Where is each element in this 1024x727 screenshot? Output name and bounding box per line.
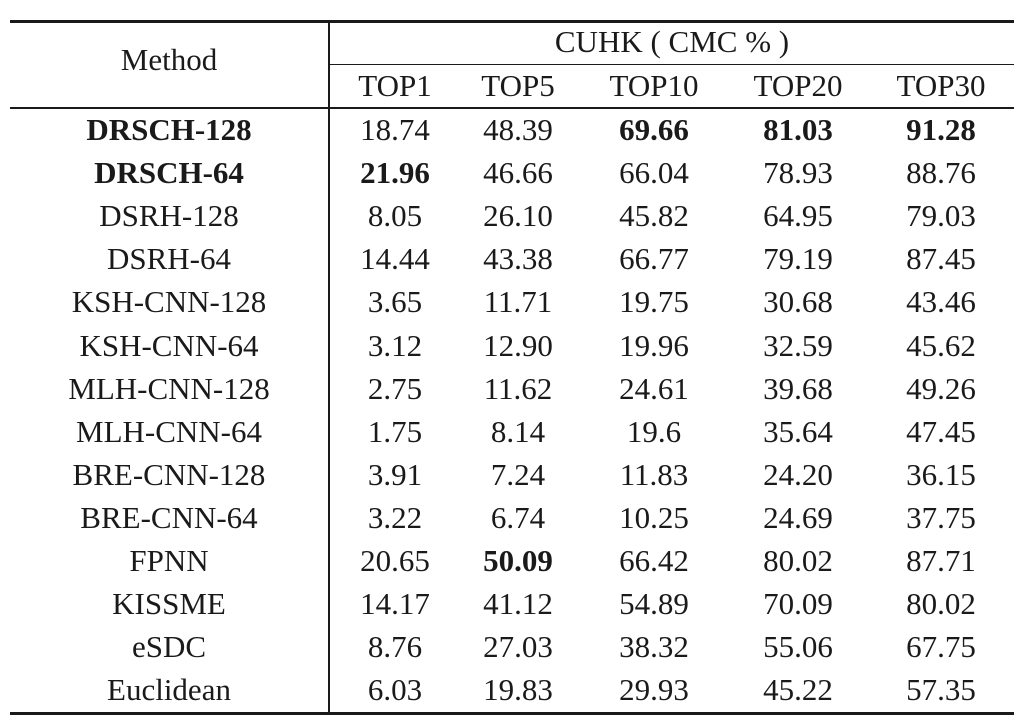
method-cell: BRE-CNN-64 xyxy=(80,499,258,535)
value-cell: 64.95 xyxy=(763,198,833,234)
value-cell: 29.93 xyxy=(619,672,689,708)
value-cell: 49.26 xyxy=(906,370,976,406)
value-cell: 50.09 xyxy=(483,543,553,578)
group-header-underline xyxy=(330,64,1014,65)
table-row xyxy=(0,151,1024,194)
table-bottom-rule xyxy=(10,712,1014,715)
method-cell: eSDC xyxy=(131,629,207,665)
value-cell: 79.19 xyxy=(763,241,833,277)
table-row xyxy=(0,237,1024,280)
value-cell: 6.74 xyxy=(490,499,546,535)
value-cell: 19.96 xyxy=(619,327,689,363)
table-row xyxy=(0,453,1024,496)
table-row xyxy=(0,367,1024,410)
value-cell: 69.66 xyxy=(619,112,689,147)
value-cell: 46.66 xyxy=(483,155,553,191)
value-cell: 11.83 xyxy=(619,456,689,492)
value-cell: 66.04 xyxy=(619,155,689,191)
column-header-top20: TOP20 xyxy=(753,68,843,103)
value-cell: 18.74 xyxy=(360,112,430,147)
value-cell: 38.32 xyxy=(619,629,689,665)
table-row xyxy=(0,668,1024,711)
value-cell: 36.15 xyxy=(906,456,976,492)
value-cell: 2.75 xyxy=(367,370,423,406)
value-cell: 88.76 xyxy=(906,155,976,191)
method-cell: MLH-CNN-64 xyxy=(76,413,262,449)
value-cell: 26.10 xyxy=(483,198,553,234)
value-cell: 78.93 xyxy=(763,155,833,191)
table-row xyxy=(0,582,1024,625)
value-cell: 45.62 xyxy=(906,327,976,363)
value-cell: 66.77 xyxy=(619,241,689,277)
method-cell: KISSME xyxy=(112,586,226,622)
table-row xyxy=(0,280,1024,323)
method-cell: KSH-CNN-128 xyxy=(71,284,267,320)
value-cell: 14.44 xyxy=(360,241,430,277)
column-header-top1: TOP1 xyxy=(358,68,432,103)
value-cell: 66.42 xyxy=(619,543,689,578)
value-cell: 70.09 xyxy=(763,586,833,622)
table-row xyxy=(0,108,1024,151)
method-cell: MLH-CNN-128 xyxy=(68,370,270,406)
value-cell: 30.68 xyxy=(763,284,833,320)
value-cell: 39.68 xyxy=(763,370,833,406)
value-cell: 48.39 xyxy=(483,112,553,147)
value-cell: 20.65 xyxy=(360,543,430,578)
table-row xyxy=(0,410,1024,453)
value-cell: 24.69 xyxy=(763,499,833,535)
value-cell: 41.12 xyxy=(483,586,553,622)
value-cell: 91.28 xyxy=(906,112,976,147)
method-cell: DSRH-128 xyxy=(99,198,239,234)
value-cell: 19.6 xyxy=(626,413,682,449)
value-cell: 80.02 xyxy=(763,543,833,578)
value-cell: 10.25 xyxy=(619,499,689,535)
value-cell: 37.75 xyxy=(906,499,976,535)
value-cell: 1.75 xyxy=(367,413,423,449)
value-cell: 8.14 xyxy=(490,413,546,449)
value-cell: 81.03 xyxy=(763,112,833,147)
value-cell: 11.62 xyxy=(483,370,553,406)
method-cell: FPNN xyxy=(129,543,209,578)
value-cell: 24.61 xyxy=(619,370,689,406)
value-cell: 87.45 xyxy=(906,241,976,277)
value-cell: 3.65 xyxy=(367,284,423,320)
method-cell: DSRH-64 xyxy=(106,241,231,277)
value-cell: 7.24 xyxy=(490,456,546,492)
table-row xyxy=(0,539,1024,582)
value-cell: 79.03 xyxy=(906,198,976,234)
value-cell: 47.45 xyxy=(906,413,976,449)
column-header-top10: TOP10 xyxy=(609,68,699,103)
column-header-top30: TOP30 xyxy=(896,68,986,103)
cuhk-group-header: CUHK ( CMC % ) xyxy=(554,24,790,59)
value-cell: 3.91 xyxy=(367,456,423,492)
value-cell: 43.46 xyxy=(906,284,976,320)
column-header-top5: TOP5 xyxy=(481,68,555,103)
method-cell: DRSCH-64 xyxy=(94,155,244,191)
value-cell: 3.22 xyxy=(367,499,423,535)
method-cell: KSH-CNN-64 xyxy=(79,327,259,363)
value-cell: 14.17 xyxy=(360,586,430,622)
table-row xyxy=(0,194,1024,237)
value-cell: 43.38 xyxy=(483,241,553,277)
value-cell: 32.59 xyxy=(763,327,833,363)
table-row xyxy=(0,625,1024,668)
value-cell: 57.35 xyxy=(906,672,976,708)
value-cell: 54.89 xyxy=(619,586,689,622)
value-cell: 19.75 xyxy=(619,284,689,320)
table-row xyxy=(0,324,1024,367)
value-cell: 80.02 xyxy=(906,586,976,622)
value-cell: 67.75 xyxy=(906,629,976,665)
value-cell: 6.03 xyxy=(367,672,423,708)
value-cell: 87.71 xyxy=(906,543,976,578)
method-cell: DRSCH-128 xyxy=(86,112,252,147)
value-cell: 24.20 xyxy=(763,456,833,492)
value-cell: 45.22 xyxy=(763,672,833,708)
value-cell: 55.06 xyxy=(763,629,833,665)
method-cell: Euclidean xyxy=(107,672,231,708)
value-cell: 19.83 xyxy=(483,672,553,708)
method-cell: BRE-CNN-128 xyxy=(72,456,266,492)
table-row xyxy=(0,496,1024,539)
value-cell: 45.82 xyxy=(619,198,689,234)
method-column-header: Method xyxy=(120,42,218,77)
value-cell: 3.12 xyxy=(367,327,423,363)
value-cell: 8.76 xyxy=(367,629,423,665)
value-cell: 12.90 xyxy=(483,327,553,363)
value-cell: 11.71 xyxy=(483,284,553,320)
value-cell: 35.64 xyxy=(763,413,833,449)
value-cell: 27.03 xyxy=(483,629,553,665)
value-cell: 21.96 xyxy=(360,155,430,191)
value-cell: 8.05 xyxy=(367,198,423,234)
